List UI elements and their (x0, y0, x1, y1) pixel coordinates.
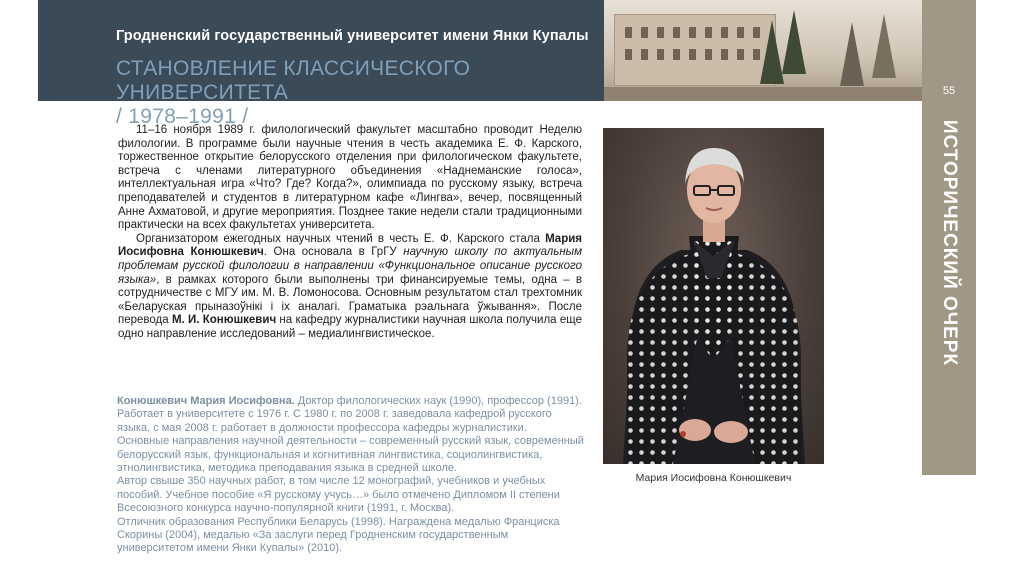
bio-career-text: Доктор филологических наук (1990), профессор (1991). Работает в университете с 1976 г. С 1980 г. по 2008 г. заведовала кафедрой русского языка, с мая 2008 г. работает в должности профессора кафедры журналистики. (117, 395, 582, 434)
building-shape (614, 14, 776, 86)
person-name: Мария Иосифовна Конюшкевич (118, 232, 582, 259)
text-run: , в рамках которого были выполнены три финансируемые темы, одна – в сотрудничестве с МГУ им. М. В. Ломоносова. Основным результатом стал трехтомник «Беларуская прыназоўнікі і іх аналагі. Граматыка рэальнага ўжывання». После перевода (118, 273, 582, 327)
tree-shape (840, 22, 864, 86)
section-title (116, 57, 604, 129)
main-text (118, 124, 582, 342)
portrait-photo (603, 128, 824, 464)
ground-strip (604, 87, 922, 101)
university-building-photo (604, 0, 922, 101)
portrait-caption: Мария Иосифовна Конюшкевич (635, 472, 792, 484)
person-name-short: М. И. Конюшкевич (171, 314, 277, 327)
section-title-line2: / 1978–1991 / (116, 105, 249, 128)
tree-shape (760, 20, 784, 84)
chapter-sidebar (922, 0, 976, 475)
biography-box (117, 395, 585, 556)
page (38, 0, 976, 574)
paragraph-karsky-readings (118, 233, 582, 342)
page-number: 55 (942, 85, 956, 97)
text-run: на кафедру журналистики научная школа получила еще одно направление исследований – медиалингвистическое. (118, 314, 582, 340)
text-run: . Она основала в ГрГУ (263, 246, 404, 259)
scientific-school-name: научную школу по актуальным проблемам русской филологии в направлении «Функциональное описание русского языка» (118, 246, 582, 286)
bio-paragraph-career (117, 395, 585, 435)
tree-shape (872, 14, 896, 78)
paragraph-week-of-philology: 11–16 ноября 1989 г. филологический факультет масштабно проводит Неделю филологии. В программе были научные чтения в честь академика Е. Ф. Карского, торжественное открытие белорусского отделения при филологическом факультете, встреча с членами литературного объединения «Наднеманские голоса», интеллектуальная игра «Что? Где? Когда?», олимпиада по русскому языку, встреча преподавателей и студентов в литературном кафе «Лингва», вечер, посвященный Анне Ахматовой, и другие мероприятия. Позднее такие недели стали традиционными практически на всех факультетах университета. (118, 124, 582, 232)
tree-shape (782, 10, 806, 74)
bio-paragraph-research: Основные направления научной деятельности – современный русский язык, современный белорусский язык, функциональная и когнитивная лингвистика, социолингвистика, этнолингвистика, методика преподавания языка в средней школе. (117, 435, 584, 475)
text-run: Организатором ежегодных научных чтений в честь Е. Ф. Карского стала (136, 232, 546, 245)
portrait-illustration (603, 128, 824, 464)
section-title-line1: СТАНОВЛЕНИЕ КЛАССИЧЕСКОГО УНИВЕРСИТЕТА (116, 57, 471, 104)
bio-name: Конюшкевич Мария Иосифовна. (117, 395, 295, 407)
bio-paragraph-awards: Отличник образования Республики Беларусь (1998). Награждена медалью Франциска Скорины (2004), медалью «За заслуги перед Гродненским государственным университетом имени Янки Купалы» (2010). (117, 515, 560, 555)
bio-paragraph-publications: Автор свыше 350 научных работ, в том числе 12 монографий, учебников и учебных пособий. Учебное пособие «Я русскому учусь…» было отмечено Дипломом II степени Всесоюзного конкурса научно-популярной книги (1991, г. Москва). (117, 475, 560, 515)
chapter-vertical-title: ИСТОРИЧЕСКИЙ ОЧЕРК (939, 119, 960, 367)
university-title: Гродненский государственный университет имени Янки Купалы (116, 28, 589, 44)
header-banner (38, 0, 604, 128)
